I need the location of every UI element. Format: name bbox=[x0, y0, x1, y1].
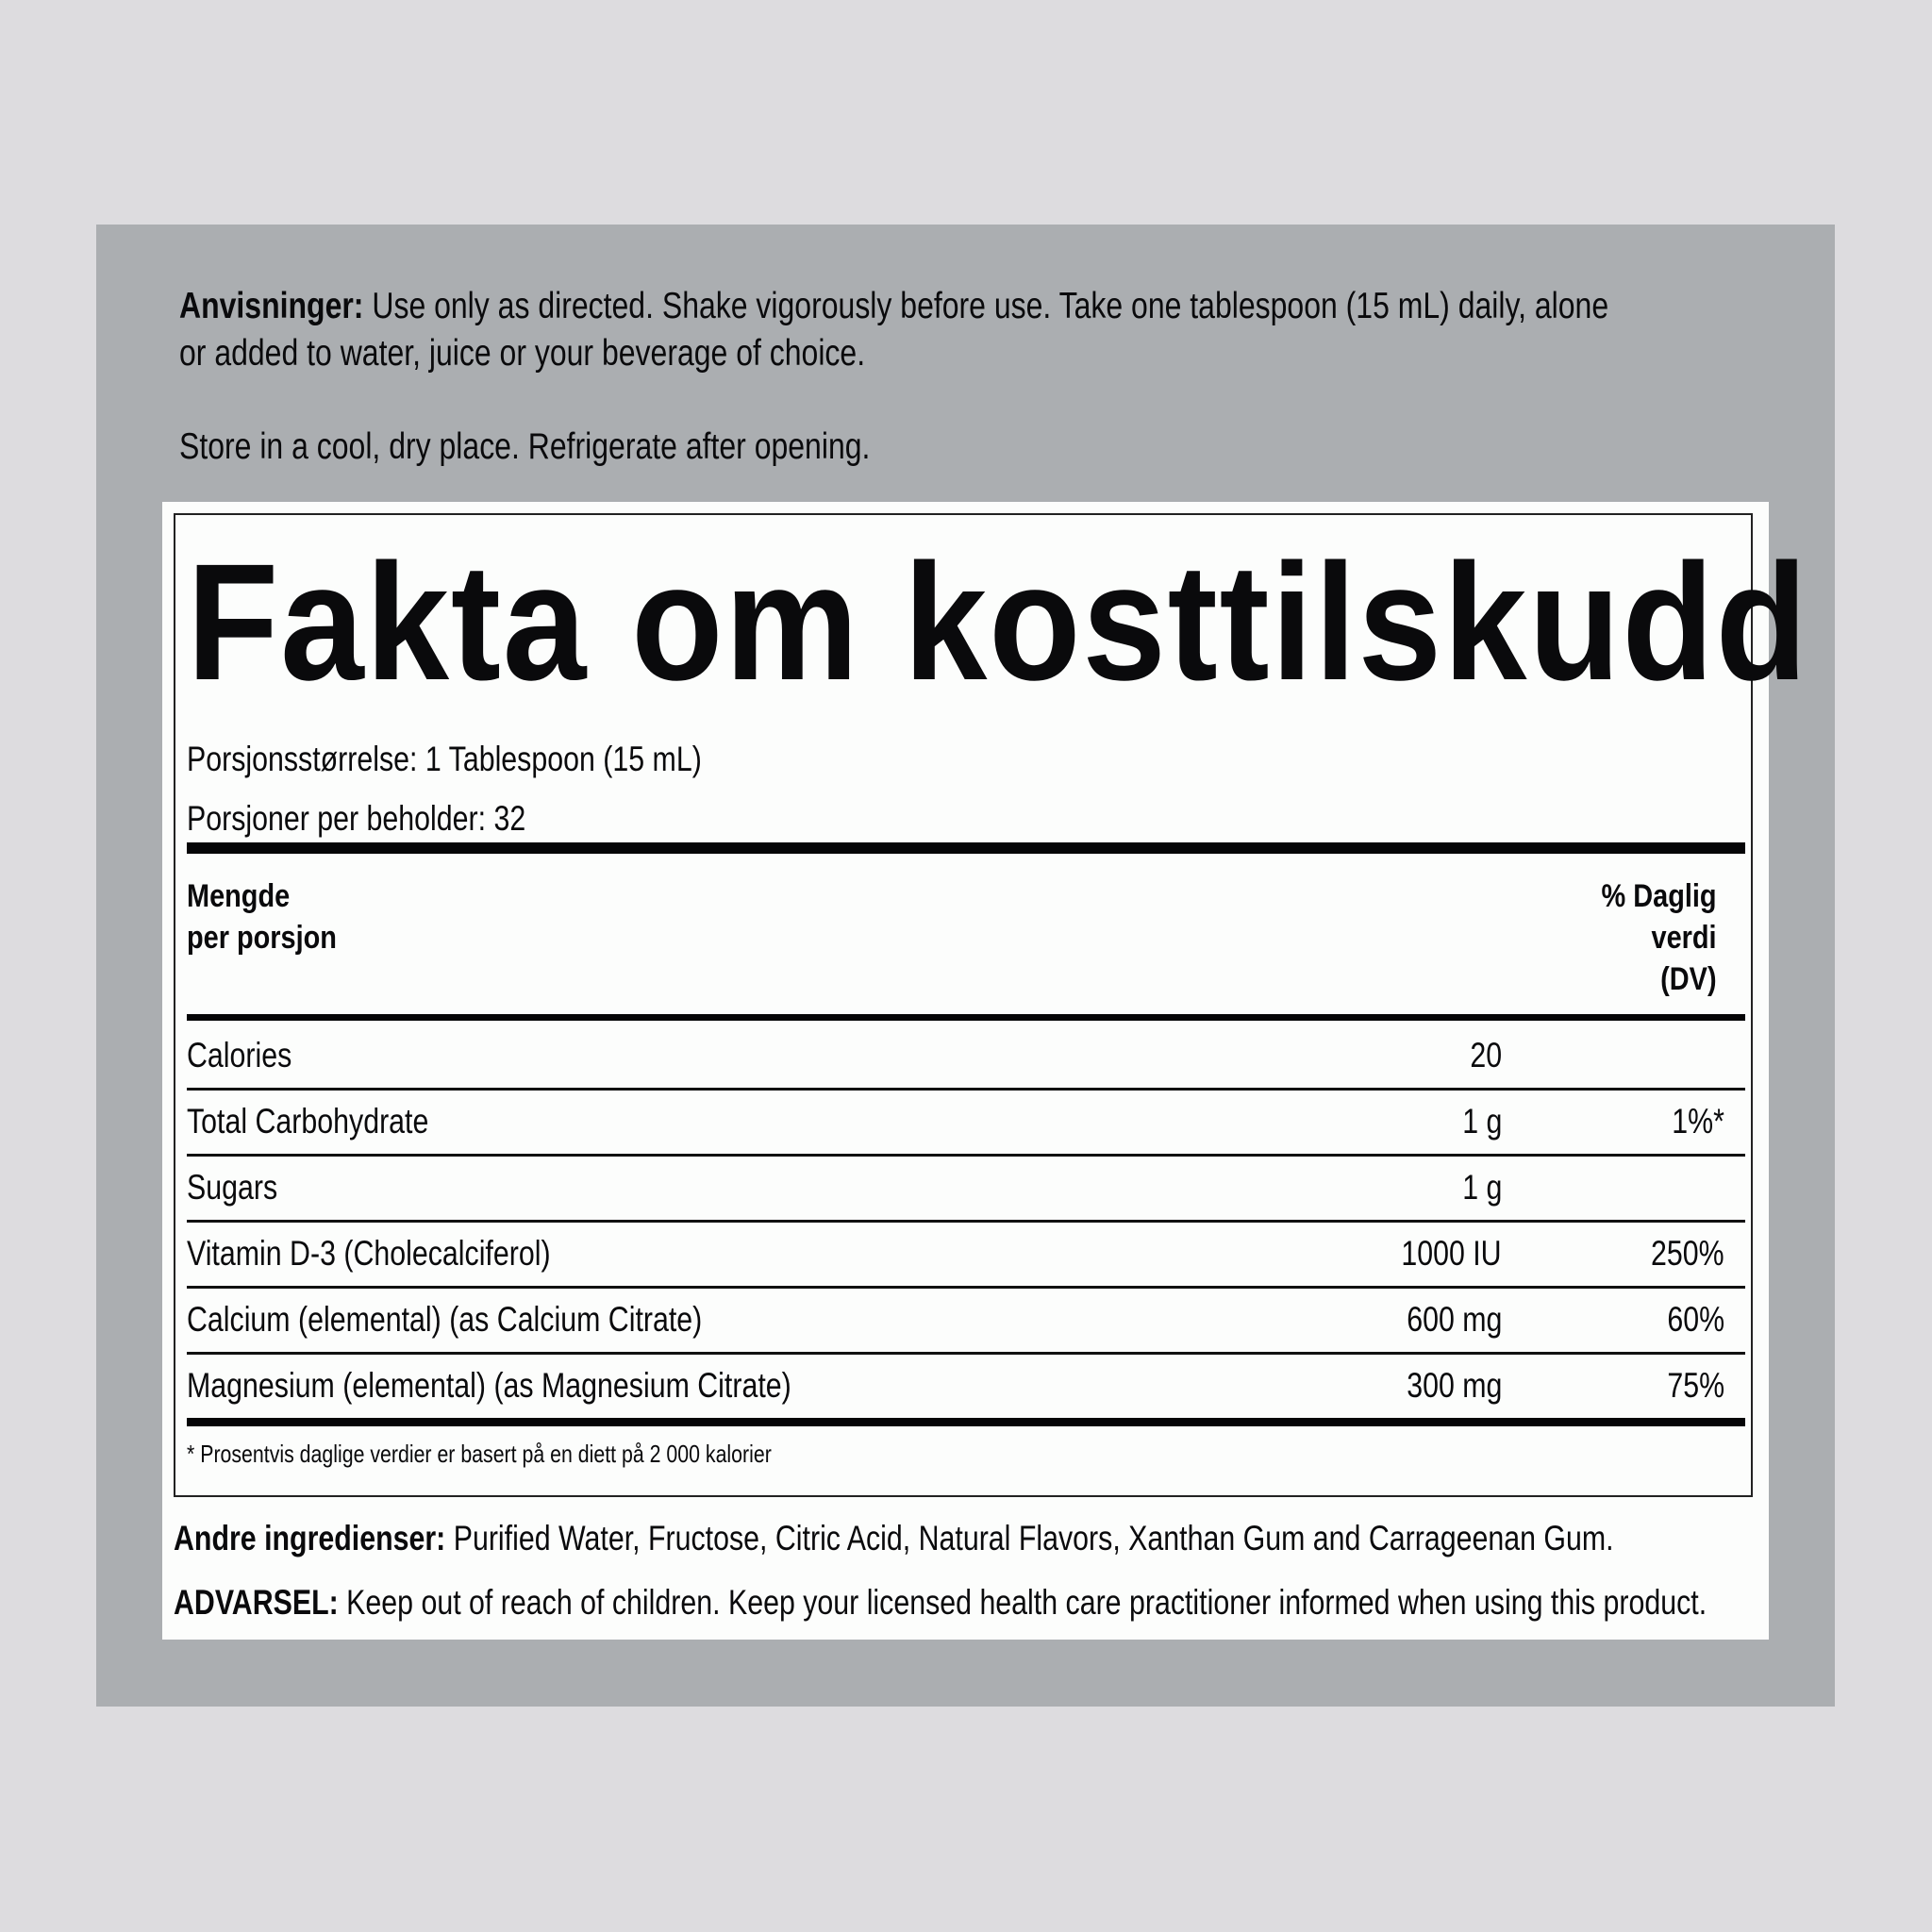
nutrient-amount: 600 mg bbox=[1406, 1300, 1502, 1339]
table-row bbox=[187, 1024, 1745, 1091]
nutrient-amount: 1000 IU bbox=[1401, 1234, 1502, 1273]
directions-line-2: or added to water, juice or your beverage of choice. bbox=[179, 333, 866, 374]
other-ingredients-label: Andre ingredienser: bbox=[174, 1519, 446, 1557]
servings-per-container: Porsjoner per beholder: 32 bbox=[187, 799, 526, 838]
nutrient-dv: 250% bbox=[1651, 1234, 1724, 1273]
directions-section bbox=[179, 283, 1783, 377]
daily-value-footnote: * Prosentvis daglige verdier er basert på en diett på 2 000 kalorier bbox=[187, 1440, 772, 1468]
nutrient-name: Calories bbox=[187, 1036, 292, 1074]
warning-text: Keep out of reach of children. Keep your licensed health care practitioner informed when using this product. bbox=[338, 1583, 1707, 1622]
table-row bbox=[187, 1223, 1745, 1289]
nutrient-name: Calcium (elemental) (as Calcium Citrate) bbox=[187, 1300, 703, 1339]
header-right-line-1: % Daglig bbox=[1601, 878, 1717, 914]
nutrient-amount: 300 mg bbox=[1406, 1366, 1502, 1405]
table-row bbox=[187, 1157, 1745, 1223]
warning bbox=[174, 1583, 1707, 1623]
facts-title: Fakta om kosttilskudd bbox=[187, 530, 1809, 715]
supplement-facts-box bbox=[174, 513, 1809, 1497]
header-right-line-2: verdi bbox=[1651, 920, 1717, 956]
thick-divider-bottom bbox=[187, 1418, 1745, 1426]
storage-text: Store in a cool, dry place. Refrigerate after opening. bbox=[179, 426, 871, 467]
serving-size: Porsjonsstørrelse: 1 Tablespoon (15 mL) bbox=[187, 740, 702, 778]
thick-divider-header bbox=[187, 1014, 1745, 1021]
thick-divider-top bbox=[187, 842, 1745, 854]
nutrient-amount: 20 bbox=[1470, 1036, 1502, 1074]
nutrient-name: Magnesium (elemental) (as Magnesium Citrate) bbox=[187, 1366, 791, 1405]
header-right-line-3: (DV) bbox=[1660, 961, 1717, 997]
nutrient-name: Total Carbohydrate bbox=[187, 1102, 429, 1141]
daily-value-header bbox=[1602, 875, 1717, 1000]
table-row bbox=[187, 1091, 1745, 1157]
header-left-line-2: per porsjon bbox=[187, 920, 337, 956]
directions-label: Anvisninger: bbox=[179, 286, 364, 326]
table-row bbox=[187, 1355, 1745, 1421]
table-row bbox=[187, 1289, 1745, 1355]
nutrient-table bbox=[187, 1024, 1745, 1421]
nutrient-name: Vitamin D-3 (Cholecalciferol) bbox=[187, 1234, 551, 1273]
nutrient-dv: 1%* bbox=[1672, 1102, 1724, 1141]
warning-label: ADVARSEL: bbox=[174, 1583, 339, 1622]
amount-per-serving-header bbox=[187, 875, 337, 958]
nutrient-dv: 75% bbox=[1667, 1366, 1724, 1405]
nutrient-amount: 1 g bbox=[1461, 1102, 1502, 1141]
nutrient-dv: 60% bbox=[1667, 1300, 1724, 1339]
other-ingredients-text: Purified Water, Fructose, Citric Acid, Natural Flavors, Xanthan Gum and Carrageenan Gum. bbox=[445, 1519, 1614, 1557]
nutrient-name: Sugars bbox=[187, 1168, 278, 1207]
nutrient-amount: 1 g bbox=[1461, 1168, 1502, 1207]
header-left-line-1: Mengde bbox=[187, 878, 291, 914]
directions-line-1 bbox=[179, 283, 1609, 330]
directions-text: Use only as directed. Shake vigorously before use. Take one tablespoon (15 mL) daily, alone bbox=[363, 286, 1609, 326]
other-ingredients bbox=[174, 1519, 1614, 1558]
label-white-panel bbox=[162, 502, 1809, 1640]
